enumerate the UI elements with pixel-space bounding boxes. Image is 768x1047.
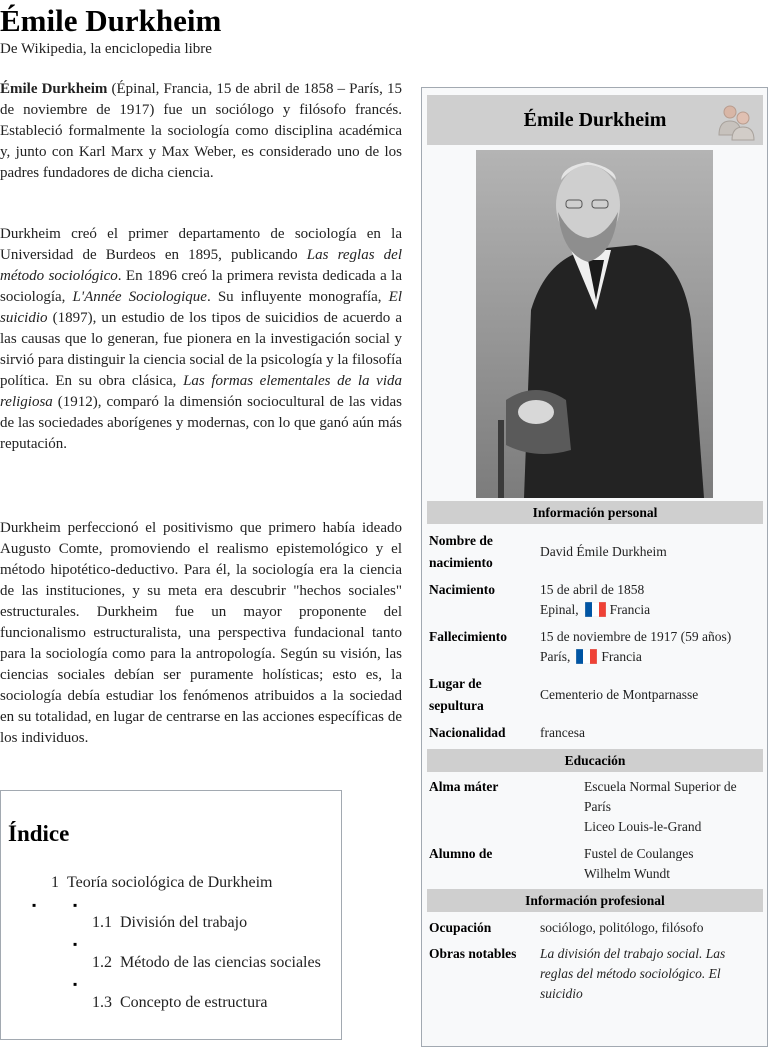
toc-item-number: 1 xyxy=(51,874,59,891)
paragraph-text: . Su influyente monografía, xyxy=(206,289,389,305)
value-alma-mater-2[interactable]: Liceo Louis-le-Grand xyxy=(584,819,702,834)
value-student-of-1[interactable]: Fustel de Coulanges xyxy=(584,846,694,861)
toc-bullet: ▪ xyxy=(73,977,78,991)
label-resting-place: Lugar de sepultura xyxy=(429,676,484,713)
article-paragraph-1 xyxy=(0,79,402,184)
label-birth: Nacimiento xyxy=(429,582,495,597)
value-alma-mater-1[interactable]: Escuela Normal Superior de París xyxy=(584,779,737,814)
label-notable-works: Obras notables xyxy=(429,946,517,961)
value-birth-date: 15 de abril de 1858 xyxy=(540,582,645,597)
value-occupation: sociólogo, politólogo, filósofo xyxy=(540,920,704,935)
toc-item-label: Concepto de estructura xyxy=(120,994,268,1011)
france-flag-icon xyxy=(576,649,597,664)
article-paragraph-2 xyxy=(0,224,402,455)
label-death: Fallecimiento xyxy=(429,629,507,644)
page-title: Émile Durkheim xyxy=(0,3,222,38)
toc-item-number: 1.3 xyxy=(92,994,112,1011)
toc-item-label: División del trabajo xyxy=(120,914,248,931)
section-header-personal: Información personal xyxy=(427,501,763,524)
toc-item-1-2[interactable] xyxy=(92,954,321,972)
paragraph-text: Durkheim perfeccionó el positivismo que primero había ideado Augusto Comte, promoviendo el realismo epistemológico y el método hipotético-deductivo. Para él, la sociología era la ciencia de las instituciones, y su meta era descubrir "hechos sociales" estructurales. Durkheim fue un mayor proponente del funcionalismo estructuralista, una perspectiva fundacional tanto para la sociología como para la antropología. Según su visión, las ciencias sociales debían ser puramente holísticas; esto es, la sociología debía estudiar los fenómenos atribuidos a la sociedad en su totalidad, en lugar de centrarse en las acciones específicas de los individuos. xyxy=(0,520,402,746)
label-student-of: Alumno de xyxy=(429,846,493,861)
toc-item-1-1[interactable] xyxy=(92,914,247,932)
toc-item-label: Método de las ciencias sociales xyxy=(120,954,321,971)
birth-place-link[interactable]: Epinal, xyxy=(540,602,579,617)
value-student-of-2[interactable]: Wilhelm Wundt xyxy=(584,866,671,881)
value-resting-place[interactable]: Cementerio de Montparnasse xyxy=(540,687,699,702)
paragraph-text: . En 1896 creó la primera revista dedicada a la sociología, xyxy=(0,268,402,305)
work-link-reglas[interactable]: Las reglas del método sociológico xyxy=(0,247,402,284)
page-subtitle: De Wikipedia, la enciclopedia libre xyxy=(0,41,212,57)
value-birth-place xyxy=(540,600,650,620)
section-header-education: Educación xyxy=(427,749,763,772)
work-link-formas[interactable]: Las formas elementales de la vida religiosa xyxy=(0,373,402,410)
article-paragraph-3 xyxy=(0,518,402,749)
toc-item-label: Teoría sociológica de Durkheim xyxy=(67,874,273,891)
label-alma-mater: Alma máter xyxy=(429,779,499,794)
toc-item-1[interactable] xyxy=(51,874,272,892)
portrait-image xyxy=(476,150,713,498)
label-occupation: Ocupación xyxy=(429,920,492,935)
article-subject-name: Émile Durkheim xyxy=(0,81,108,97)
section-header-professional: Información profesional xyxy=(427,889,763,912)
france-flag-icon xyxy=(585,602,606,617)
death-place-link[interactable]: París, xyxy=(540,649,571,664)
value-birth-name: David Émile Durkheim xyxy=(540,544,667,559)
paragraph-text: (Épinal, Francia, 15 de abril de 1858 – París, 15 de noviembre de 1917) fue un sociólogo y filósofo francés. Estableció formalmente la sociología como disciplina académica y, junto con Karl Marx y Max Weber, es considerado uno de los padres fundadores de dicha ciencia. xyxy=(0,81,402,181)
toc-item-number: 1.1 xyxy=(92,914,112,931)
table-of-contents xyxy=(0,790,342,1040)
toc-heading: Índice xyxy=(8,821,70,846)
label-birth-name: Nombre de nacimiento xyxy=(429,533,493,570)
toc-item-number: 1.2 xyxy=(92,954,112,971)
infobox-title xyxy=(427,95,763,145)
death-country-link[interactable]: Francia xyxy=(601,649,642,664)
work-link-annee[interactable]: L'Année Sociologique xyxy=(72,289,207,305)
work-link-suicidio[interactable]: El suicidio xyxy=(0,289,403,326)
paragraph-text: Durkheim creó el primer departamento de sociología en la Universidad de Burdeos en 1895, publicando xyxy=(0,226,402,263)
value-nationality: francesa xyxy=(540,725,585,740)
value-death-place xyxy=(540,647,642,667)
toc-item-1-3[interactable] xyxy=(92,994,268,1012)
people-icon xyxy=(717,101,755,141)
value-death-date: 15 de noviembre de 1917 (59 años) xyxy=(540,629,732,644)
toc-bullet: ▪ xyxy=(73,937,78,951)
toc-bullet: ▪ xyxy=(32,898,37,912)
infobox-title-text: Émile Durkheim xyxy=(523,109,667,131)
birth-country-link[interactable]: Francia xyxy=(609,602,651,617)
label-nationality: Nacionalidad xyxy=(429,725,506,740)
value-notable-works[interactable]: La división del trabajo social. Las reglas del método sociológico. El suicidio xyxy=(540,946,726,1001)
paragraph-text: (1912), comparó la dimensión sociocultural de las vidas de las sociedades aborígenes y modernas, con lo que ganó aún más reputación. xyxy=(0,394,402,452)
paragraph-text: (1897), un estudio de los tipos de suicidios de acuerdo a las causas que lo generan, fue pionera en la investigación social y sirvió para distinguir la ciencia social de la psicología y la filosofía política. En su obra clásica, xyxy=(0,310,402,389)
infobox xyxy=(421,87,768,1047)
portrait-photo[interactable] xyxy=(476,150,713,498)
toc-bullet: ▪ xyxy=(73,898,78,912)
